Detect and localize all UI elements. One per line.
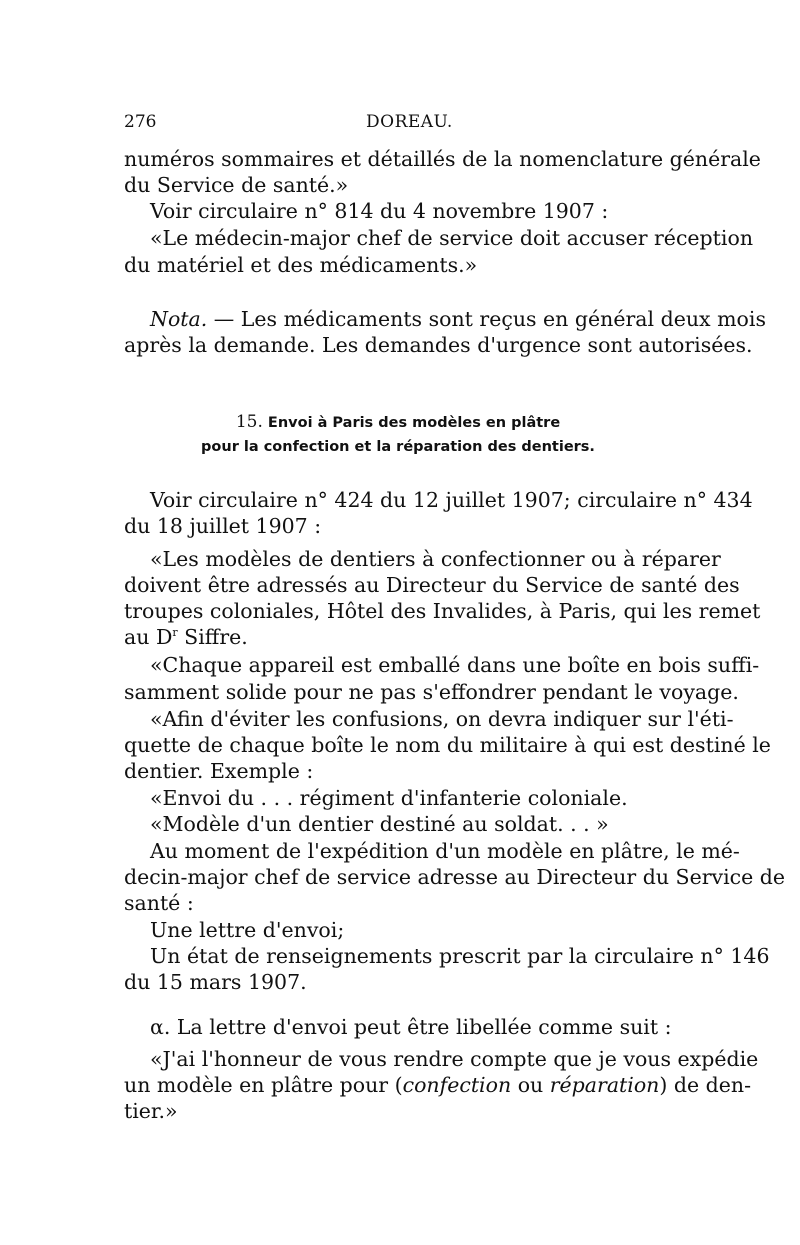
text-line: α. La lettre d'envoi peut être libellée comme suit : — [150, 1015, 672, 1039]
text-line: du 15 mars 1907. — [124, 970, 307, 994]
text-line — [124, 624, 672, 650]
section-heading — [124, 412, 672, 433]
text-line: troupes coloniales, Hôtel des Invalides, à Paris, qui les remet — [124, 599, 761, 623]
text-line: Un état de renseignements prescrit par la circulaire n° 146 — [150, 944, 770, 968]
text-fragment: un modèle en plâtre pour ( — [124, 1073, 403, 1097]
text-line: après la demande. Les demandes d'urgence sont autorisées. — [124, 333, 753, 357]
text-line: samment solide pour ne pas s'effondrer pendant le voyage. — [124, 680, 739, 704]
section-title-line-1: Envoi à Paris des modèles en plâtre — [262, 415, 561, 431]
text-fragment: ou — [511, 1073, 550, 1097]
text-fragment: ) de den- — [659, 1073, 752, 1097]
text-line: doivent être adressés au Directeur du Service de santé des — [124, 573, 740, 597]
text-line: dentier. Exemple : — [124, 759, 314, 783]
italic-fragment: réparation — [549, 1073, 660, 1097]
superscript: r — [172, 626, 178, 640]
text-fragment: au D — [124, 625, 173, 649]
text-line: «Envoi du . . . régiment d'infanterie coloniale. — [150, 786, 628, 810]
text-line: «J'ai l'honneur de vous rendre compte que je vous expédie — [150, 1047, 759, 1071]
nota-line — [124, 306, 766, 332]
text-line — [124, 1072, 752, 1098]
italic-fragment: confection — [402, 1073, 512, 1097]
text-line: du Service de santé.» — [124, 173, 349, 197]
section-number: 15. — [235, 412, 263, 432]
nota-label: Nota. — [150, 307, 208, 331]
text-line: Une lettre d'envoi; — [150, 918, 345, 942]
page-header — [124, 106, 672, 138]
text-line: du matériel et des médicaments.» — [124, 253, 478, 277]
text-line: «Modèle d'un dentier destiné au soldat. . . » — [150, 812, 609, 836]
text-line: tier.» — [124, 1099, 178, 1123]
text-line: decin-major chef de service adresse au Directeur du Service de — [124, 865, 786, 889]
text-line: «Le médecin-major chef de service doit accuser réception — [150, 226, 754, 250]
running-title: DOREAU. — [366, 112, 453, 132]
text-line: «Afin d'éviter les confusions, on devra indiquer sur l'éti- — [150, 707, 734, 731]
section-title-line-2: pour la confection et la réparation des dentiers. — [201, 439, 595, 455]
text-line: Voir circulaire n° 814 du 4 novembre 1907 : — [150, 199, 609, 223]
text-line: «Les modèles de dentiers à confectionner ou à réparer — [150, 547, 721, 571]
text-line: quette de chaque boîte le nom du militaire à qui est destiné le — [124, 733, 771, 757]
text-line: santé : — [124, 891, 194, 915]
nota-text: — Les médicaments sont reçus en général deux mois — [207, 307, 766, 331]
text-line: du 18 juillet 1907 : — [124, 514, 322, 538]
page-number: 276 — [124, 112, 157, 132]
text-line: Au moment de l'expédition d'un modèle en plâtre, le mé- — [150, 839, 740, 863]
text-line: numéros sommaires et détaillés de la nomenclature générale — [124, 147, 761, 171]
text-line: Voir circulaire n° 424 du 12 juillet 1907; circulaire n° 434 — [150, 488, 753, 512]
text-line: «Chaque appareil est emballé dans une boîte en bois suffi- — [150, 653, 760, 677]
text-fragment: Siffre. — [177, 625, 248, 649]
